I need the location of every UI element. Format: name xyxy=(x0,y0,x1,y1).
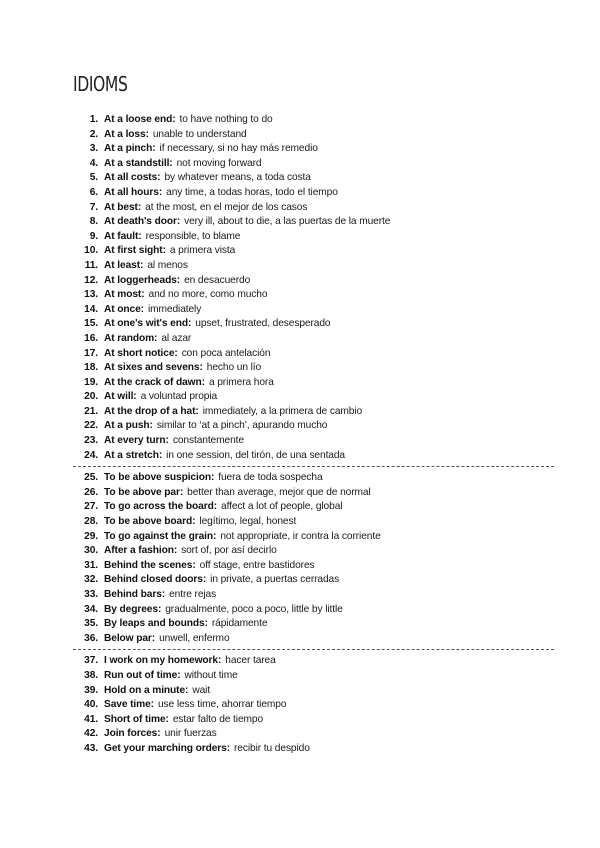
idiom-phrase: At a loss xyxy=(104,128,146,140)
colon-separator: : xyxy=(173,545,178,557)
idiom-phrase: Behind bars xyxy=(104,589,162,600)
item-number: 33. xyxy=(84,589,98,600)
idiom-meaning: to have nothing to do xyxy=(179,114,273,125)
idiom-phrase: After a fashion xyxy=(104,545,174,557)
idiom-meaning: immediately xyxy=(147,303,202,315)
colon-separator: : xyxy=(140,259,144,271)
item-number: 7. xyxy=(89,201,98,213)
idiom-phrase: At best xyxy=(104,201,138,213)
idiom-meaning: al menos xyxy=(147,259,188,271)
list-item xyxy=(60,113,540,128)
item-number: 36. xyxy=(84,632,98,644)
idiom-meaning: constantemente xyxy=(172,435,244,447)
colon-separator: : xyxy=(176,216,181,228)
list-item xyxy=(60,684,540,699)
idiom-phrase: Hold on a minute xyxy=(104,684,186,696)
list-item xyxy=(60,530,540,545)
idiom-phrase: At all hours xyxy=(104,186,159,198)
idiom-meaning: off stage, entre bastidores xyxy=(199,559,315,571)
item-number: 23. xyxy=(84,435,98,447)
item-number: 42. xyxy=(84,728,98,740)
idiom-meaning: immediately, a la primera de cambio xyxy=(202,405,363,417)
idiom-meaning: if necessary, si no hay más remedio xyxy=(159,143,318,155)
idiom-meaning: not moving forward xyxy=(176,157,262,169)
colon-separator: : xyxy=(213,501,217,513)
item-number: 10. xyxy=(84,245,98,257)
item-number: 28. xyxy=(84,516,98,528)
idiom-phrase: At will xyxy=(104,391,134,403)
item-number: 17. xyxy=(84,347,98,359)
idiom-phrase: Behind the scenes xyxy=(104,559,193,571)
list-item xyxy=(60,486,540,501)
list-item xyxy=(60,603,540,618)
item-number: 11. xyxy=(84,259,98,271)
colon-separator: : xyxy=(140,303,144,315)
colon-separator: : xyxy=(165,435,169,447)
list-item xyxy=(60,419,540,434)
list-item xyxy=(60,559,540,574)
idiom-phrase: At least xyxy=(104,259,141,271)
item-number: 12. xyxy=(84,274,98,286)
item-number: 16. xyxy=(84,332,98,344)
idiom-phrase: Save time xyxy=(104,699,151,711)
idiom-meaning: fuera de toda sospecha xyxy=(218,472,323,484)
list-item xyxy=(60,303,540,318)
idiom-meaning: con poca antelación xyxy=(181,347,271,359)
item-number: 22. xyxy=(84,420,98,432)
list-item xyxy=(60,727,540,742)
item-number: 25. xyxy=(84,472,98,484)
colon-separator: : xyxy=(177,669,181,681)
idiom-meaning: use less time, ahorrar tiempo xyxy=(157,699,287,711)
idiom-group xyxy=(60,654,540,756)
idiom-phrase: To be above par xyxy=(104,486,180,498)
idiom-phrase: At most xyxy=(104,289,142,301)
item-number: 14. xyxy=(84,303,98,315)
list-item xyxy=(60,157,540,172)
section-divider xyxy=(60,463,540,470)
idiom-meaning: without time xyxy=(184,669,238,681)
idiom-phrase: At all costs xyxy=(104,172,158,184)
item-number: 30. xyxy=(84,545,98,557)
colon-separator: : xyxy=(158,186,163,198)
idiom-meaning: not appropriate, ir contra la corriente xyxy=(220,530,381,542)
list-item xyxy=(60,259,540,274)
colon-separator: : xyxy=(217,655,222,667)
idiom-phrase: At a push xyxy=(104,420,150,432)
item-number: 13. xyxy=(84,289,98,301)
list-item xyxy=(60,390,540,405)
list-item xyxy=(60,317,540,332)
list-item xyxy=(60,288,540,303)
colon-separator: : xyxy=(145,128,149,140)
idiom-meaning: hacer tarea xyxy=(225,655,276,667)
item-number: 9. xyxy=(89,230,98,242)
idiom-list xyxy=(60,113,540,757)
item-number: 27. xyxy=(84,501,98,513)
idiom-phrase: At death's door xyxy=(104,216,177,228)
colon-separator: : xyxy=(202,574,207,586)
section-divider xyxy=(60,646,540,653)
idiom-meaning: and no more, como mucho xyxy=(148,289,268,301)
idiom-phrase: At fault xyxy=(104,230,139,242)
colon-separator: : xyxy=(210,472,215,484)
idiom-phrase: At a loose end xyxy=(104,114,173,125)
idiom-meaning: a primera vista xyxy=(169,245,236,257)
colon-separator: : xyxy=(157,172,161,184)
idiom-phrase: Run out of time xyxy=(104,669,178,681)
idiom-phrase: At a standstill xyxy=(104,157,170,169)
list-item xyxy=(60,573,540,588)
idiom-phrase: To go against the grain xyxy=(104,530,214,542)
idiom-phrase: Short of time xyxy=(104,713,166,725)
colon-separator: : xyxy=(138,230,142,242)
colon-separator: : xyxy=(192,516,196,528)
idiom-meaning: al azar xyxy=(161,332,192,344)
colon-separator: : xyxy=(150,699,154,711)
item-number: 15. xyxy=(84,318,98,330)
idiom-meaning: unable to understand xyxy=(152,128,247,140)
idiom-phrase: To go across the board xyxy=(104,501,214,513)
idiom-phrase: At first sight xyxy=(104,245,163,257)
colon-separator: : xyxy=(157,603,162,615)
colon-separator: : xyxy=(162,245,166,257)
list-item xyxy=(60,471,540,486)
colon-separator: : xyxy=(199,362,203,374)
colon-separator: : xyxy=(185,684,189,696)
idiom-phrase: Join forces xyxy=(104,728,158,740)
idiom-meaning: recibir tu despido xyxy=(234,742,310,754)
item-number: 6. xyxy=(89,186,98,198)
idiom-meaning: affect a lot of people, global xyxy=(221,501,343,513)
idiom-meaning: a primera hora xyxy=(208,376,274,388)
list-item xyxy=(60,500,540,515)
idiom-phrase: By degrees xyxy=(104,603,158,615)
colon-separator: : xyxy=(152,143,156,155)
idiom-phrase: Behind closed doors xyxy=(104,574,203,586)
colon-separator: : xyxy=(192,559,196,571)
idiom-meaning: hecho un lío xyxy=(206,362,262,374)
list-item xyxy=(60,230,540,245)
list-item xyxy=(60,405,540,420)
item-number: 2. xyxy=(89,128,98,140)
list-item xyxy=(60,201,540,216)
idiom-meaning: better than average, mejor que de normal xyxy=(187,486,371,498)
idiom-meaning: wait xyxy=(192,684,211,696)
idiom-meaning: very ill, about to die, a las puertas de la muerte xyxy=(184,216,391,228)
idiom-meaning: unwell, enfermo xyxy=(159,632,230,644)
idiom-meaning: legítimo, legal, honest xyxy=(199,516,297,528)
colon-separator: : xyxy=(213,530,217,542)
colon-separator: : xyxy=(204,618,208,630)
idiom-phrase: At the drop of a hat xyxy=(104,405,196,417)
idiom-group xyxy=(60,471,540,646)
idiom-meaning: en desacuerdo xyxy=(184,274,251,286)
colon-separator: : xyxy=(154,332,158,344)
page-title: IDIOMS xyxy=(73,72,128,96)
idiom-meaning: a voluntad propia xyxy=(140,391,218,403)
list-item xyxy=(60,142,540,157)
item-number: 19. xyxy=(84,376,98,388)
list-item xyxy=(60,347,540,362)
item-number: 41. xyxy=(84,713,98,725)
item-number: 5. xyxy=(89,172,98,184)
item-number: 20. xyxy=(84,391,98,403)
item-number: 1. xyxy=(89,114,98,125)
idiom-meaning: by whatever means, a toda costa xyxy=(164,172,311,184)
list-item xyxy=(60,128,540,143)
colon-separator: : xyxy=(151,632,156,644)
idiom-phrase: I work on my homework xyxy=(104,655,218,667)
idiom-meaning: any time, a todas horas, todo el tiempo xyxy=(166,186,338,198)
idiom-phrase: At random xyxy=(104,332,155,344)
item-number: 32. xyxy=(84,574,98,586)
item-number: 24. xyxy=(84,449,98,461)
item-number: 40. xyxy=(84,699,98,711)
item-number: 38. xyxy=(84,669,98,681)
list-item xyxy=(60,215,540,230)
item-number: 4. xyxy=(89,157,98,169)
idiom-phrase: At a pinch xyxy=(104,143,153,155)
idiom-meaning: entre rejas xyxy=(169,589,217,600)
idiom-meaning: sort of, por así decirlo xyxy=(181,545,277,557)
list-item xyxy=(60,332,540,347)
colon-separator: : xyxy=(179,486,184,498)
list-item xyxy=(60,617,540,632)
list-item xyxy=(60,544,540,559)
idiom-phrase: At once xyxy=(104,303,141,315)
list-item xyxy=(60,698,540,713)
list-item xyxy=(60,376,540,391)
item-number: 35. xyxy=(84,618,98,630)
idiom-phrase: To be above board xyxy=(104,516,193,528)
list-item xyxy=(60,588,540,603)
colon-separator: : xyxy=(137,201,142,213)
list-item xyxy=(60,274,540,289)
item-number: 39. xyxy=(84,684,98,696)
colon-separator: : xyxy=(165,713,169,725)
idiom-phrase: At the crack of dawn xyxy=(104,376,202,388)
idiom-meaning: estar falto de tiempo xyxy=(172,713,264,725)
item-number: 34. xyxy=(84,603,98,615)
list-item xyxy=(60,515,540,530)
list-item xyxy=(60,186,540,201)
item-number: 21. xyxy=(84,405,98,417)
item-number: 43. xyxy=(84,742,98,754)
idiom-meaning: rápidamente xyxy=(211,618,268,630)
list-item xyxy=(60,361,540,376)
list-item xyxy=(60,171,540,186)
item-number: 3. xyxy=(89,143,98,155)
colon-separator: : xyxy=(188,318,192,330)
colon-separator: : xyxy=(133,391,137,403)
item-number: 31. xyxy=(84,559,98,571)
item-number: 8. xyxy=(89,216,98,228)
colon-separator: : xyxy=(141,289,145,301)
colon-separator: : xyxy=(195,405,199,417)
list-item xyxy=(60,742,540,757)
list-item xyxy=(60,434,540,449)
item-number: 18. xyxy=(84,362,98,374)
idiom-phrase: At short notice xyxy=(104,347,175,359)
colon-separator: : xyxy=(201,376,205,388)
list-item xyxy=(60,669,540,684)
colon-separator: : xyxy=(169,157,173,169)
colon-separator: : xyxy=(149,420,153,432)
idiom-meaning: in private, a puertas cerradas xyxy=(210,574,340,586)
colon-separator: : xyxy=(176,274,181,286)
idiom-phrase: At a stretch xyxy=(104,449,159,461)
idiom-meaning: in one session, del tirón, de una sentada xyxy=(166,449,345,461)
idiom-meaning: gradualmente, poco a poco, little by little xyxy=(165,603,343,615)
idiom-phrase: At every turn xyxy=(104,435,166,447)
list-item xyxy=(60,632,540,647)
idiom-phrase: To be above suspicion xyxy=(104,472,211,484)
colon-separator: : xyxy=(172,114,176,125)
colon-separator: : xyxy=(158,449,163,461)
colon-separator: : xyxy=(161,589,166,600)
idiom-phrase: At sixes and sevens xyxy=(104,362,200,374)
list-item xyxy=(60,713,540,728)
colon-separator: : xyxy=(174,347,178,359)
item-number: 37. xyxy=(84,655,98,667)
idiom-meaning: at the most, en el mejor de los casos xyxy=(145,201,308,213)
list-item xyxy=(60,654,540,669)
idiom-meaning: unir fuerzas xyxy=(164,728,217,740)
list-item xyxy=(60,449,540,464)
list-item xyxy=(60,244,540,259)
idiom-meaning: similar to ‘at a pinch’, apurando mucho xyxy=(156,420,328,432)
item-number: 26. xyxy=(84,486,98,498)
idiom-phrase: Below par xyxy=(104,632,152,644)
colon-separator: : xyxy=(226,742,231,754)
idiom-phrase: At one's wit's end xyxy=(104,318,188,330)
idiom-phrase: At loggerheads xyxy=(104,274,177,286)
idiom-group xyxy=(60,113,540,463)
colon-separator: : xyxy=(157,728,161,740)
idiom-phrase: By leaps and bounds xyxy=(104,618,205,630)
idiom-phrase: Get your marching orders xyxy=(104,742,227,754)
idiom-meaning: responsible, to blame xyxy=(145,230,241,242)
item-number: 29. xyxy=(84,530,98,542)
idiom-meaning: upset, frustrated, desesperado xyxy=(195,318,331,330)
